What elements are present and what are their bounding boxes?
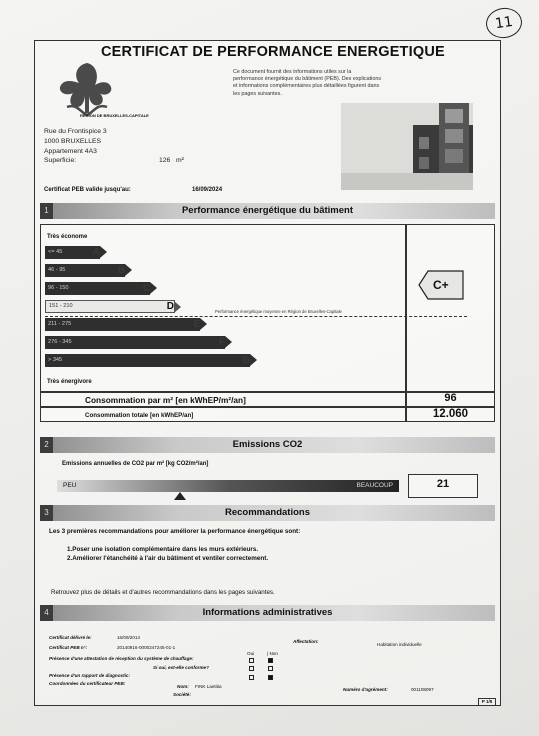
co2-high-label: BEAUCOUP — [356, 482, 393, 489]
section-4-title: Informations administratives — [202, 607, 333, 618]
diagnostic-non-checkbox[interactable] — [268, 675, 273, 680]
band-arrow-icon — [174, 301, 181, 313]
section-2-number: 2 — [40, 437, 53, 453]
recommendations-list — [67, 545, 268, 563]
band-arrow-icon — [100, 246, 107, 258]
rating-value: C+ — [433, 278, 449, 292]
address-street: Rue du Frontispice 3 — [44, 128, 107, 135]
energy-band-range: 211 - 275 — [48, 321, 72, 327]
agrement-label: Numéro d'agrément: — [343, 687, 388, 692]
surface-label: Superficie: — [44, 157, 77, 165]
very-energy-intensive-label: Très énergivore — [47, 379, 92, 385]
conforme-oui-checkbox[interactable] — [249, 666, 254, 671]
non-label: | Non — [267, 651, 278, 656]
energy-band-range: 96 - 150 — [48, 285, 69, 291]
conforme-non-checkbox[interactable] — [268, 666, 273, 671]
diagnostic-oui-checkbox[interactable] — [249, 675, 254, 680]
consumption-m2-value: 96 — [444, 392, 457, 404]
non-text: Non — [269, 651, 278, 656]
band-arrow-icon — [225, 336, 232, 348]
section-2-header — [40, 437, 495, 453]
section-2-title: Emissions CO2 — [232, 439, 303, 450]
energy-band-range: 46 - 95 — [48, 267, 66, 273]
energy-band-letter: B — [117, 265, 125, 276]
energy-band-letter: C — [142, 283, 150, 294]
region-label: RÉGION DE BRUXELLES-CAPITALE — [80, 113, 149, 118]
energy-band-d — [45, 300, 175, 313]
rating-box — [406, 224, 495, 392]
chauffage-oui-checkbox[interactable] — [249, 658, 254, 663]
oui-label: Oui — [247, 651, 255, 656]
energy-band-letter: G — [242, 355, 250, 366]
section-4-header — [40, 605, 495, 621]
recommendations-footer: Retrouvez plus de détails et d'autres recommandations dans les pages suivantes. — [51, 589, 275, 596]
address-unit: Appartement 4A3 — [44, 147, 97, 155]
energy-band-f — [45, 336, 225, 349]
intro-text: Ce document fournit des informations utiles sur la performance énergétique du bâtiment (PEB). Des explications et informations complémentaires plus détaillées figurent dans les pages suivantes. — [233, 69, 382, 97]
affectation-label: Affectation: — [293, 639, 319, 644]
band-arrow-icon — [125, 264, 132, 276]
nom-label: Nom: — [177, 684, 189, 689]
energy-band-a — [45, 246, 100, 259]
energy-band-c — [45, 282, 150, 295]
coordinates-label: Coordonnées du certificateur PEB: — [49, 681, 126, 686]
energy-band-letter: D — [166, 301, 174, 312]
energy-band-e — [45, 318, 200, 331]
energy-certificate — [34, 40, 501, 706]
band-arrow-icon — [250, 354, 257, 366]
energy-band-b — [45, 264, 125, 277]
delivered-value: 16/09/2014 — [117, 635, 140, 640]
chauffage-label: Présence d'une attestation de réception du système de chauffage: — [49, 656, 194, 661]
energy-band-letter: A — [92, 247, 100, 258]
section-3-title: Recommandations — [225, 507, 310, 518]
surface-value: 126 — [159, 157, 171, 165]
co2-subtitle: Emissions annuelles de CO2 par m² [kg CO2/m²/an] — [62, 461, 209, 467]
peb-number-value: 20140916-0000247245-01-1 — [117, 645, 176, 650]
energy-band-range: 151 - 210 — [49, 303, 73, 309]
co2-scale — [57, 480, 399, 492]
band-arrow-icon — [200, 318, 207, 330]
recommendation-item: 2.Améliorer l'étanchéité à l'air du bâtiment et ventiler correctement. — [67, 555, 269, 562]
consumption-total-value: 12.060 — [432, 408, 469, 420]
validity-date: 16/09/2024 — [192, 187, 223, 193]
affectation-value: Habitation individuelle — [377, 642, 422, 647]
chauffage-non-checkbox[interactable] — [268, 658, 273, 663]
recommendation-item: 1.Poser une isolation complémentaire dans les murs extérieurs. — [67, 546, 259, 553]
section-4-number: 4 — [40, 605, 53, 621]
energy-band-range: <= 45 — [48, 249, 63, 255]
handwritten-page-number: 11 — [484, 6, 524, 41]
conforme-label: Si oui, est-elle conforme? — [153, 665, 209, 670]
address-city: 1000 BRUXELLES — [44, 137, 102, 145]
section-1-number: 1 — [40, 203, 53, 219]
energy-band-letter: E — [193, 319, 200, 330]
energy-band-g — [45, 354, 250, 367]
diagnostic-label: Présence d'un rapport de diagnostic: — [49, 673, 130, 678]
consumption-total-label: Consommation totale [en kWhEP/an] — [85, 412, 194, 419]
energy-band-range: > 345 — [48, 357, 63, 363]
consumption-m2-label: Consommation par m² [en kWhEP/m²/an] — [85, 395, 246, 405]
recommendations-intro: Les 3 premières recommandations pour améliorer la performance énergétique sont: — [49, 528, 301, 535]
nom-value: FINK Laetitia — [195, 684, 222, 689]
validity-label: Certificat PEB valide jusqu'au: — [44, 187, 131, 193]
address-block — [44, 127, 107, 166]
section-3-header — [40, 505, 495, 521]
average-label: Performance énergétique moyenne en Région de Bruxelles-Capitale — [215, 309, 342, 314]
co2-value: 21 — [436, 478, 450, 490]
very-economical-label: Très économe — [47, 234, 88, 240]
certificate-title: CERTIFICAT DE PERFORMANCE ENERGETIQUE — [101, 44, 445, 60]
societe-label: Société: — [173, 692, 191, 697]
band-arrow-icon — [150, 282, 157, 294]
peb-number-label: Certificat PEB n°: — [49, 645, 88, 650]
building-photo — [341, 103, 473, 190]
surface-unit: m² — [176, 157, 184, 165]
section-1-title: Performance énergétique du bâtiment — [181, 205, 354, 216]
page-indicator: P 1/5 — [478, 698, 496, 706]
energy-band-letter: F — [218, 337, 225, 348]
section-1-header — [40, 203, 495, 219]
co2-marker-icon — [174, 492, 186, 500]
average-line — [45, 316, 467, 317]
surface-value-row — [159, 156, 184, 166]
energy-band-range: 276 - 345 — [48, 339, 72, 345]
agrement-value: 001108097 — [411, 687, 434, 692]
section-3-number: 3 — [40, 505, 53, 521]
co2-low-label: PEU — [63, 482, 77, 489]
delivered-label: Certificat délivré le: — [49, 635, 92, 640]
